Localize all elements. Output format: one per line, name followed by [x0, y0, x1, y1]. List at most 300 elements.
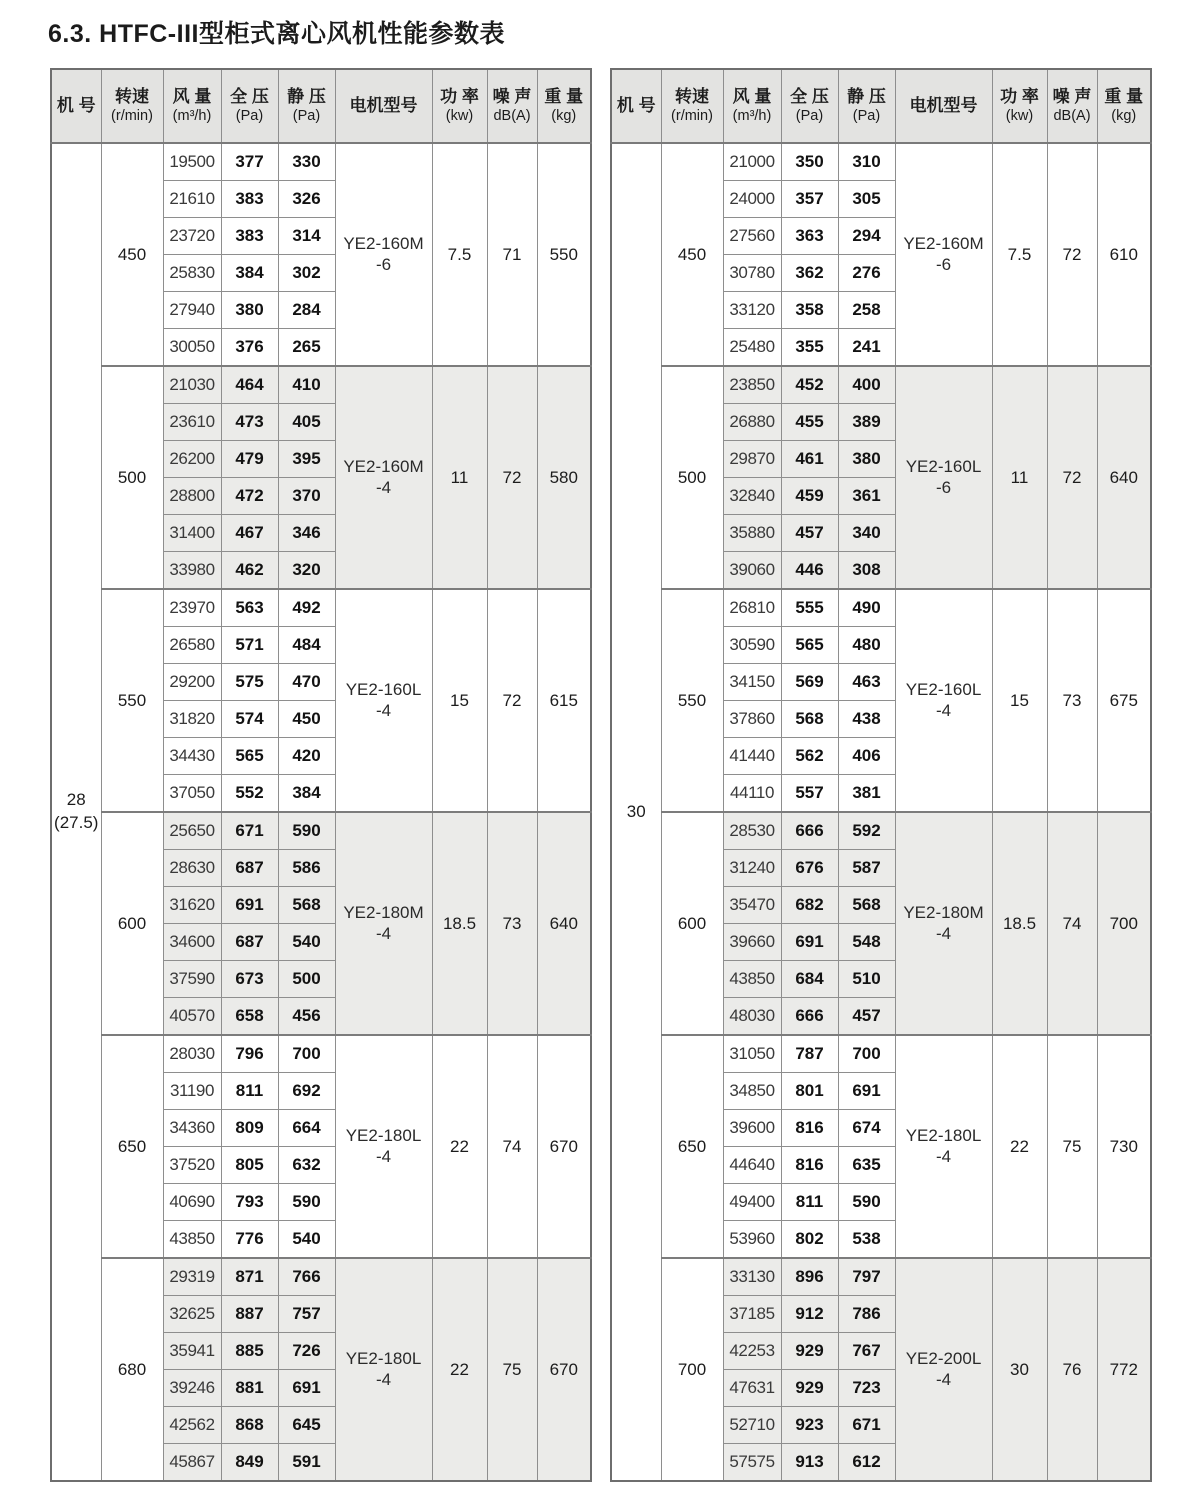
- flow-cell: 53960: [723, 1221, 781, 1259]
- static-pressure-cell: 305: [838, 181, 895, 218]
- left-performance-table: [50, 68, 592, 1482]
- static-pressure-cell: 410: [278, 366, 335, 404]
- flow-cell: 28030: [163, 1035, 221, 1073]
- power-cell: 18.5: [992, 812, 1047, 1035]
- total-pressure-cell: 658: [221, 998, 278, 1036]
- motor-pole-line: -4: [935, 923, 952, 943]
- total-pressure-cell: 673: [221, 961, 278, 998]
- col-header-flow: [163, 69, 221, 143]
- motor-cell: [335, 1035, 432, 1258]
- col-header-label: 重 量: [544, 86, 584, 106]
- right-performance-table: [610, 68, 1152, 1482]
- col-header-unit: (kw): [445, 108, 474, 124]
- total-pressure-cell: 687: [221, 924, 278, 961]
- col-header-unit: (Pa): [235, 108, 264, 124]
- static-pressure-cell: 632: [278, 1147, 335, 1184]
- total-pressure-cell: 887: [221, 1296, 278, 1333]
- flow-cell: 33980: [163, 552, 221, 590]
- total-pressure-cell: 868: [221, 1407, 278, 1444]
- table-row: [51, 1258, 591, 1296]
- col-header-label: 机 号: [56, 95, 96, 115]
- total-pressure-cell: 912: [781, 1296, 838, 1333]
- static-pressure-cell: 314: [278, 218, 335, 255]
- motor-model-line: YE2-180L: [345, 1126, 422, 1146]
- static-pressure-cell: 438: [838, 701, 895, 738]
- col-header-unit: (Pa): [795, 108, 824, 124]
- total-pressure-cell: 671: [221, 812, 278, 850]
- flow-cell: 28800: [163, 478, 221, 515]
- static-pressure-cell: 420: [278, 738, 335, 775]
- motor-cell: [335, 812, 432, 1035]
- static-pressure-cell: 797: [838, 1258, 895, 1296]
- total-pressure-cell: 687: [221, 850, 278, 887]
- col-header-noise: [487, 69, 537, 143]
- static-pressure-cell: 406: [838, 738, 895, 775]
- flow-cell: 40690: [163, 1184, 221, 1221]
- total-pressure-cell: 574: [221, 701, 278, 738]
- total-pressure-cell: 849: [221, 1444, 278, 1482]
- static-pressure-cell: 310: [838, 143, 895, 181]
- col-header-unit: (m³/h): [172, 108, 212, 124]
- total-pressure-cell: 565: [221, 738, 278, 775]
- flow-cell: 26200: [163, 441, 221, 478]
- flow-cell: 23720: [163, 218, 221, 255]
- power-cell: 7.5: [432, 143, 487, 366]
- total-pressure-cell: 666: [781, 998, 838, 1036]
- total-pressure-cell: 363: [781, 218, 838, 255]
- static-pressure-cell: 612: [838, 1444, 895, 1482]
- flow-cell: 57575: [723, 1444, 781, 1482]
- static-pressure-cell: 700: [278, 1035, 335, 1073]
- static-pressure-cell: 757: [278, 1296, 335, 1333]
- flow-cell: 32840: [723, 478, 781, 515]
- motor-cell: [895, 143, 992, 366]
- flow-cell: 44110: [723, 775, 781, 813]
- total-pressure-cell: 452: [781, 366, 838, 404]
- col-header-label: 转速: [115, 86, 149, 106]
- flow-cell: 31820: [163, 701, 221, 738]
- weight-cell: 670: [537, 1035, 591, 1258]
- flow-cell: 35470: [723, 887, 781, 924]
- weight-cell: 640: [537, 812, 591, 1035]
- power-cell: 22: [432, 1035, 487, 1258]
- static-pressure-cell: 470: [278, 664, 335, 701]
- flow-cell: 24000: [723, 181, 781, 218]
- flow-cell: 29200: [163, 664, 221, 701]
- motor-cell: [895, 366, 992, 589]
- noise-cell: 74: [1047, 812, 1097, 1035]
- flow-cell: 30590: [723, 627, 781, 664]
- weight-cell: 700: [1097, 812, 1151, 1035]
- power-cell: 11: [992, 366, 1047, 589]
- motor-pole-line: -4: [935, 700, 952, 720]
- static-pressure-cell: 691: [278, 1370, 335, 1407]
- col-header-label: 电机型号: [909, 95, 978, 115]
- model-cell: [51, 143, 101, 1481]
- noise-cell: 72: [1047, 366, 1097, 589]
- total-pressure-cell: 809: [221, 1110, 278, 1147]
- total-pressure-cell: 380: [221, 292, 278, 329]
- total-pressure-cell: 569: [781, 664, 838, 701]
- flow-cell: 39060: [723, 552, 781, 590]
- flow-cell: 34430: [163, 738, 221, 775]
- power-cell: 15: [992, 589, 1047, 812]
- flow-cell: 25480: [723, 329, 781, 367]
- total-pressure-cell: 816: [781, 1110, 838, 1147]
- col-header-total-pressure: [221, 69, 278, 143]
- col-header-motor: [335, 69, 432, 143]
- static-pressure-cell: 241: [838, 329, 895, 367]
- col-header-label: 噪 声: [492, 86, 532, 106]
- col-header-label: 电机型号: [349, 95, 418, 115]
- flow-cell: 48030: [723, 998, 781, 1036]
- static-pressure-cell: 691: [838, 1073, 895, 1110]
- total-pressure-cell: 383: [221, 218, 278, 255]
- total-pressure-cell: 473: [221, 404, 278, 441]
- flow-cell: 31190: [163, 1073, 221, 1110]
- total-pressure-cell: 357: [781, 181, 838, 218]
- static-pressure-cell: 700: [838, 1035, 895, 1073]
- col-header-label: 重 量: [1104, 86, 1144, 106]
- page-title: 6.3. HTFC-III型柜式离心风机性能参数表: [48, 20, 505, 48]
- table-row: [611, 1258, 1151, 1296]
- static-pressure-cell: 674: [838, 1110, 895, 1147]
- static-pressure-cell: 786: [838, 1296, 895, 1333]
- static-pressure-cell: 568: [838, 887, 895, 924]
- col-header-label: 转速: [675, 86, 709, 106]
- flow-cell: 26810: [723, 589, 781, 627]
- col-header-unit: (Pa): [852, 108, 881, 124]
- static-pressure-cell: 258: [838, 292, 895, 329]
- total-pressure-cell: 446: [781, 552, 838, 590]
- static-pressure-cell: 635: [838, 1147, 895, 1184]
- power-cell: 7.5: [992, 143, 1047, 366]
- flow-cell: 25830: [163, 255, 221, 292]
- col-header-weight: [537, 69, 591, 143]
- speed-cell: 650: [661, 1035, 723, 1258]
- flow-cell: 37520: [163, 1147, 221, 1184]
- static-pressure-cell: 587: [838, 850, 895, 887]
- total-pressure-cell: 565: [781, 627, 838, 664]
- flow-cell: 31050: [723, 1035, 781, 1073]
- power-cell: 22: [992, 1035, 1047, 1258]
- static-pressure-cell: 548: [838, 924, 895, 961]
- col-header-label: 静 压: [287, 86, 326, 106]
- total-pressure-cell: 929: [781, 1370, 838, 1407]
- col-header-unit: (kg): [551, 108, 577, 124]
- static-pressure-cell: 340: [838, 515, 895, 552]
- motor-cell: [895, 1035, 992, 1258]
- flow-cell: 49400: [723, 1184, 781, 1221]
- motor-cell: [335, 143, 432, 366]
- total-pressure-cell: 457: [781, 515, 838, 552]
- static-pressure-cell: 568: [278, 887, 335, 924]
- noise-cell: 76: [1047, 1258, 1097, 1481]
- col-header-unit: (kw): [1005, 108, 1034, 124]
- col-header-label: 全 压: [790, 86, 829, 106]
- motor-pole-line: -6: [375, 254, 392, 274]
- col-header-label: 风 量: [172, 86, 212, 106]
- table-row: [611, 589, 1151, 627]
- col-header-static-pressure: [838, 69, 895, 143]
- flow-cell: 27940: [163, 292, 221, 329]
- model-line: 30: [626, 801, 646, 821]
- total-pressure-cell: 358: [781, 292, 838, 329]
- motor-model-line: YE2-160L: [905, 680, 982, 700]
- noise-cell: 72: [1047, 143, 1097, 366]
- col-header-model: [51, 69, 101, 143]
- flow-cell: 52710: [723, 1407, 781, 1444]
- total-pressure-cell: 384: [221, 255, 278, 292]
- total-pressure-cell: 350: [781, 143, 838, 181]
- flow-cell: 29870: [723, 441, 781, 478]
- table-row: [51, 589, 591, 627]
- flow-cell: 39246: [163, 1370, 221, 1407]
- motor-pole-line: -6: [935, 254, 952, 274]
- weight-cell: 615: [537, 589, 591, 812]
- col-header-weight: [1097, 69, 1151, 143]
- static-pressure-cell: 500: [278, 961, 335, 998]
- static-pressure-cell: 456: [278, 998, 335, 1036]
- flow-cell: 25650: [163, 812, 221, 850]
- flow-cell: 28530: [723, 812, 781, 850]
- static-pressure-cell: 726: [278, 1333, 335, 1370]
- flow-cell: 39600: [723, 1110, 781, 1147]
- motor-cell: [335, 589, 432, 812]
- total-pressure-cell: 885: [221, 1333, 278, 1370]
- static-pressure-cell: 395: [278, 441, 335, 478]
- model-line: (27.5): [54, 813, 99, 832]
- col-header-power: [432, 69, 487, 143]
- total-pressure-cell: 787: [781, 1035, 838, 1073]
- noise-cell: 75: [1047, 1035, 1097, 1258]
- static-pressure-cell: 320: [278, 552, 335, 590]
- flow-cell: 31620: [163, 887, 221, 924]
- total-pressure-cell: 555: [781, 589, 838, 627]
- flow-cell: 42562: [163, 1407, 221, 1444]
- total-pressure-cell: 376: [221, 329, 278, 367]
- motor-pole-line: -4: [375, 700, 392, 720]
- static-pressure-cell: 326: [278, 181, 335, 218]
- weight-cell: 640: [1097, 366, 1151, 589]
- flow-cell: 34150: [723, 664, 781, 701]
- static-pressure-cell: 384: [278, 775, 335, 813]
- power-cell: 30: [992, 1258, 1047, 1481]
- total-pressure-cell: 682: [781, 887, 838, 924]
- flow-cell: 33120: [723, 292, 781, 329]
- speed-cell: 600: [661, 812, 723, 1035]
- static-pressure-cell: 346: [278, 515, 335, 552]
- speed-cell: 450: [661, 143, 723, 366]
- col-header-power: [992, 69, 1047, 143]
- table-row: [51, 143, 591, 181]
- total-pressure-cell: 563: [221, 589, 278, 627]
- flow-cell: 37050: [163, 775, 221, 813]
- flow-cell: 30780: [723, 255, 781, 292]
- total-pressure-cell: 811: [781, 1184, 838, 1221]
- total-pressure-cell: 467: [221, 515, 278, 552]
- flow-cell: 23970: [163, 589, 221, 627]
- flow-cell: 31240: [723, 850, 781, 887]
- col-header-label: 风 量: [732, 86, 772, 106]
- flow-cell: 34600: [163, 924, 221, 961]
- total-pressure-cell: 568: [781, 701, 838, 738]
- total-pressure-cell: 684: [781, 961, 838, 998]
- weight-cell: 675: [1097, 589, 1151, 812]
- static-pressure-cell: 586: [278, 850, 335, 887]
- motor-pole-line: -4: [375, 1369, 392, 1389]
- total-pressure-cell: 929: [781, 1333, 838, 1370]
- flow-cell: 35941: [163, 1333, 221, 1370]
- speed-cell: 500: [101, 366, 163, 589]
- power-cell: 22: [432, 1258, 487, 1481]
- col-header-speed: [101, 69, 163, 143]
- motor-model-line: YE2-180L: [905, 1126, 982, 1146]
- flow-cell: 27560: [723, 218, 781, 255]
- speed-cell: 650: [101, 1035, 163, 1258]
- flow-cell: 35880: [723, 515, 781, 552]
- col-header-flow: [723, 69, 781, 143]
- static-pressure-cell: 510: [838, 961, 895, 998]
- col-header-model: [611, 69, 661, 143]
- flow-cell: 40570: [163, 998, 221, 1036]
- motor-model-line: YE2-180L: [345, 1349, 422, 1369]
- static-pressure-cell: 490: [838, 589, 895, 627]
- flow-cell: 28630: [163, 850, 221, 887]
- total-pressure-cell: 881: [221, 1370, 278, 1407]
- total-pressure-cell: 571: [221, 627, 278, 664]
- total-pressure-cell: 871: [221, 1258, 278, 1296]
- total-pressure-cell: 811: [221, 1073, 278, 1110]
- weight-cell: 610: [1097, 143, 1151, 366]
- total-pressure-cell: 562: [781, 738, 838, 775]
- static-pressure-cell: 538: [838, 1221, 895, 1259]
- motor-pole-line: -4: [935, 1369, 952, 1389]
- motor-cell: [895, 589, 992, 812]
- model-cell: [611, 143, 661, 1481]
- motor-pole-line: -6: [935, 477, 952, 497]
- weight-cell: 580: [537, 366, 591, 589]
- col-header-unit: (r/min): [111, 108, 153, 124]
- speed-cell: 600: [101, 812, 163, 1035]
- static-pressure-cell: 592: [838, 812, 895, 850]
- total-pressure-cell: 801: [781, 1073, 838, 1110]
- static-pressure-cell: 370: [278, 478, 335, 515]
- flow-cell: 30050: [163, 329, 221, 367]
- flow-cell: 19500: [163, 143, 221, 181]
- total-pressure-cell: 459: [781, 478, 838, 515]
- flow-cell: 21610: [163, 181, 221, 218]
- static-pressure-cell: 692: [278, 1073, 335, 1110]
- col-header-label: 机 号: [616, 95, 656, 115]
- total-pressure-cell: 923: [781, 1407, 838, 1444]
- flow-cell: 42253: [723, 1333, 781, 1370]
- table-row: [51, 366, 591, 404]
- flow-cell: 37590: [163, 961, 221, 998]
- total-pressure-cell: 461: [781, 441, 838, 478]
- motor-cell: [895, 1258, 992, 1481]
- model-line: 28: [66, 790, 86, 810]
- flow-cell: 21030: [163, 366, 221, 404]
- speed-cell: 680: [101, 1258, 163, 1481]
- total-pressure-cell: 896: [781, 1258, 838, 1296]
- motor-cell: [895, 812, 992, 1035]
- flow-cell: 44640: [723, 1147, 781, 1184]
- table-row: [51, 1035, 591, 1073]
- total-pressure-cell: 464: [221, 366, 278, 404]
- static-pressure-cell: 492: [278, 589, 335, 627]
- flow-cell: 37860: [723, 701, 781, 738]
- total-pressure-cell: 666: [781, 812, 838, 850]
- col-header-unit: (Pa): [292, 108, 321, 124]
- total-pressure-cell: 691: [781, 924, 838, 961]
- static-pressure-cell: 381: [838, 775, 895, 813]
- col-header-label: 功 率: [440, 86, 479, 106]
- flow-cell: 23610: [163, 404, 221, 441]
- flow-cell: 33130: [723, 1258, 781, 1296]
- static-pressure-cell: 308: [838, 552, 895, 590]
- flow-cell: 39660: [723, 924, 781, 961]
- motor-cell: [335, 1258, 432, 1481]
- static-pressure-cell: 276: [838, 255, 895, 292]
- noise-cell: 73: [487, 812, 537, 1035]
- static-pressure-cell: 302: [278, 255, 335, 292]
- static-pressure-cell: 671: [838, 1407, 895, 1444]
- motor-model-line: YE2-160L: [905, 457, 982, 477]
- static-pressure-cell: 405: [278, 404, 335, 441]
- speed-cell: 550: [101, 589, 163, 812]
- col-header-unit: dB(A): [1053, 108, 1091, 124]
- col-header-label: 静 压: [847, 86, 886, 106]
- total-pressure-cell: 805: [221, 1147, 278, 1184]
- flow-cell: 34850: [723, 1073, 781, 1110]
- static-pressure-cell: 480: [838, 627, 895, 664]
- col-header-static-pressure: [278, 69, 335, 143]
- total-pressure-cell: 455: [781, 404, 838, 441]
- total-pressure-cell: 479: [221, 441, 278, 478]
- static-pressure-cell: 265: [278, 329, 335, 367]
- static-pressure-cell: 767: [838, 1333, 895, 1370]
- total-pressure-cell: 802: [781, 1221, 838, 1259]
- noise-cell: 75: [487, 1258, 537, 1481]
- col-header-noise: [1047, 69, 1097, 143]
- power-cell: 18.5: [432, 812, 487, 1035]
- col-header-label: 全 压: [230, 86, 269, 106]
- motor-model-line: YE2-160M: [343, 457, 424, 477]
- motor-pole-line: -4: [375, 1146, 392, 1166]
- static-pressure-cell: 664: [278, 1110, 335, 1147]
- motor-cell: [335, 366, 432, 589]
- flow-cell: 26580: [163, 627, 221, 664]
- flow-cell: 29319: [163, 1258, 221, 1296]
- static-pressure-cell: 457: [838, 998, 895, 1036]
- col-header-unit: (m³/h): [732, 108, 772, 124]
- total-pressure-cell: 383: [221, 181, 278, 218]
- static-pressure-cell: 400: [838, 366, 895, 404]
- col-header-label: 噪 声: [1052, 86, 1092, 106]
- table-row: [611, 366, 1151, 404]
- flow-cell: 23850: [723, 366, 781, 404]
- motor-pole-line: -4: [935, 1146, 952, 1166]
- col-header-motor: [895, 69, 992, 143]
- table-row: [611, 1035, 1151, 1073]
- static-pressure-cell: 463: [838, 664, 895, 701]
- static-pressure-cell: 389: [838, 404, 895, 441]
- total-pressure-cell: 575: [221, 664, 278, 701]
- total-pressure-cell: 816: [781, 1147, 838, 1184]
- flow-cell: 43850: [163, 1221, 221, 1259]
- static-pressure-cell: 450: [278, 701, 335, 738]
